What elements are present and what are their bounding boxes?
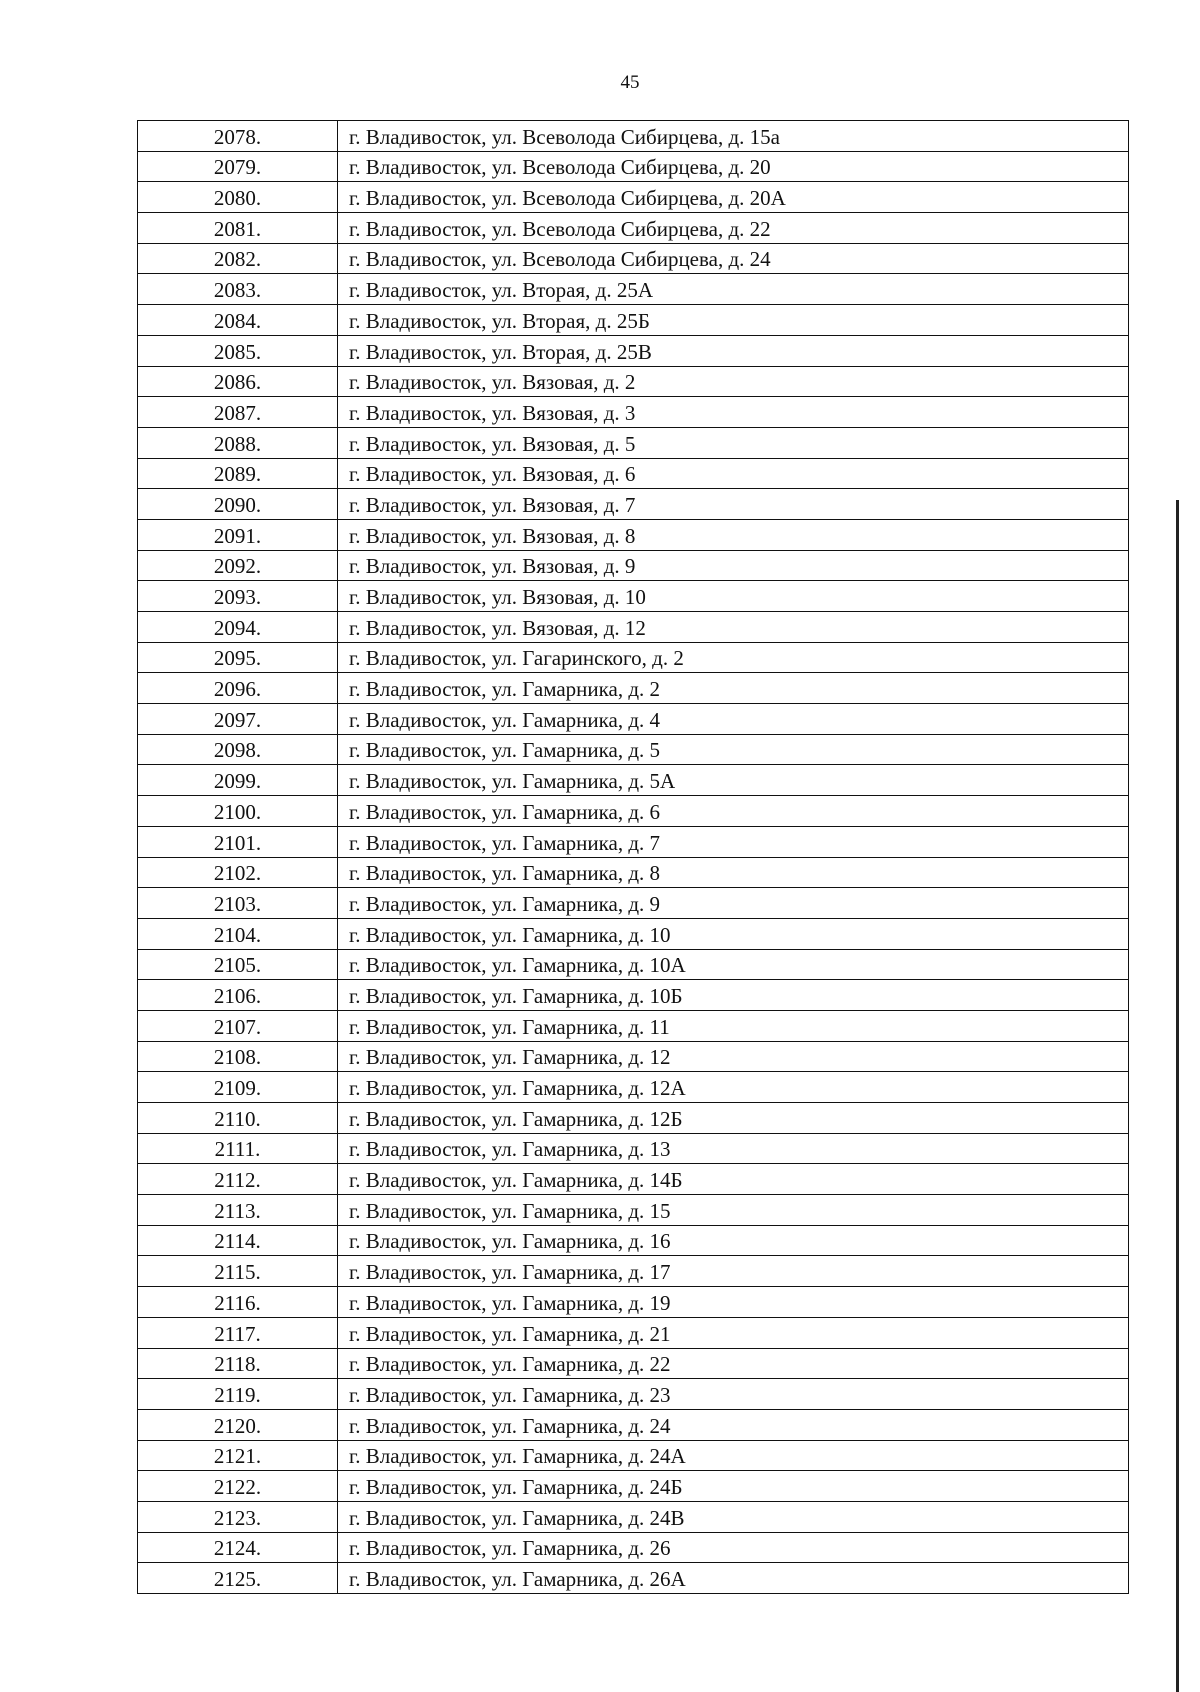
row-number: 2125. xyxy=(138,1563,338,1594)
row-number: 2080. xyxy=(138,182,338,213)
table-row xyxy=(138,335,1129,366)
row-address: г. Владивосток, ул. Гамарника, д. 12Б xyxy=(338,1103,1129,1134)
row-address: г. Владивосток, ул. Гамарника, д. 21 xyxy=(338,1317,1129,1348)
row-address: г. Владивосток, ул. Вязовая, д. 9 xyxy=(338,550,1129,581)
table-row xyxy=(138,550,1129,581)
row-address: г. Владивосток, ул. Вязовая, д. 8 xyxy=(338,519,1129,550)
row-number: 2098. xyxy=(138,734,338,765)
table-row xyxy=(138,1041,1129,1072)
table-row xyxy=(138,243,1129,274)
row-number: 2087. xyxy=(138,397,338,428)
table-row xyxy=(138,980,1129,1011)
row-address: г. Владивосток, ул. Гамарника, д. 13 xyxy=(338,1133,1129,1164)
table-row xyxy=(138,1133,1129,1164)
row-number: 2111. xyxy=(138,1133,338,1164)
row-number: 2103. xyxy=(138,888,338,919)
row-address: г. Владивосток, ул. Вторая, д. 25Б xyxy=(338,305,1129,336)
table-row xyxy=(138,121,1129,152)
row-number: 2078. xyxy=(138,121,338,152)
row-number: 2116. xyxy=(138,1287,338,1318)
table-row xyxy=(138,1256,1129,1287)
table-row xyxy=(138,519,1129,550)
row-address: г. Владивосток, ул. Гамарника, д. 24А xyxy=(338,1440,1129,1471)
table-row xyxy=(138,826,1129,857)
table-row xyxy=(138,673,1129,704)
row-number: 2091. xyxy=(138,519,338,550)
row-address: г. Владивосток, ул. Гамарника, д. 14Б xyxy=(338,1164,1129,1195)
table-row xyxy=(138,1409,1129,1440)
row-address: г. Владивосток, ул. Гамарника, д. 11 xyxy=(338,1010,1129,1041)
row-number: 2104. xyxy=(138,918,338,949)
row-address: г. Владивосток, ул. Гамарника, д. 26 xyxy=(338,1532,1129,1563)
table-row xyxy=(138,427,1129,458)
table-row xyxy=(138,366,1129,397)
table-row xyxy=(138,397,1129,428)
row-number: 2123. xyxy=(138,1501,338,1532)
row-number: 2079. xyxy=(138,151,338,182)
table-row xyxy=(138,1010,1129,1041)
row-address: г. Владивосток, ул. Гамарника, д. 6 xyxy=(338,796,1129,827)
table-row xyxy=(138,642,1129,673)
row-number: 2102. xyxy=(138,857,338,888)
table-row xyxy=(138,949,1129,980)
row-address: г. Владивосток, ул. Гамарника, д. 17 xyxy=(338,1256,1129,1287)
table-row xyxy=(138,1501,1129,1532)
row-address: г. Владивосток, ул. Вязовая, д. 7 xyxy=(338,489,1129,520)
row-address: г. Владивосток, ул. Вторая, д. 25В xyxy=(338,335,1129,366)
row-address: г. Владивосток, ул. Гамарника, д. 5А xyxy=(338,765,1129,796)
row-address: г. Владивосток, ул. Вязовая, д. 12 xyxy=(338,612,1129,643)
table-row xyxy=(138,1348,1129,1379)
table-row xyxy=(138,1195,1129,1226)
row-number: 2095. xyxy=(138,642,338,673)
row-number: 2107. xyxy=(138,1010,338,1041)
row-address: г. Владивосток, ул. Гамарника, д. 10 xyxy=(338,918,1129,949)
row-number: 2082. xyxy=(138,243,338,274)
row-number: 2086. xyxy=(138,366,338,397)
table-row xyxy=(138,458,1129,489)
row-number: 2081. xyxy=(138,213,338,244)
table-row xyxy=(138,1317,1129,1348)
row-address: г. Владивосток, ул. Гамарника, д. 9 xyxy=(338,888,1129,919)
row-number: 2088. xyxy=(138,427,338,458)
row-number: 2114. xyxy=(138,1225,338,1256)
row-address: г. Владивосток, ул. Гамарника, д. 15 xyxy=(338,1195,1129,1226)
row-number: 2124. xyxy=(138,1532,338,1563)
table-row xyxy=(138,1440,1129,1471)
row-number: 2099. xyxy=(138,765,338,796)
row-number: 2101. xyxy=(138,826,338,857)
row-address: г. Владивосток, ул. Всеволода Сибирцева, д. 22 xyxy=(338,213,1129,244)
table-row xyxy=(138,1379,1129,1410)
row-number: 2121. xyxy=(138,1440,338,1471)
table-row xyxy=(138,1103,1129,1134)
table-row xyxy=(138,1164,1129,1195)
row-address: г. Владивосток, ул. Гамарника, д. 5 xyxy=(338,734,1129,765)
row-number: 2112. xyxy=(138,1164,338,1195)
row-address: г. Владивосток, ул. Гамарника, д. 26А xyxy=(338,1563,1129,1594)
row-address: г. Владивосток, ул. Вязовая, д. 6 xyxy=(338,458,1129,489)
row-address: г. Владивосток, ул. Всеволода Сибирцева, д. 20 xyxy=(338,151,1129,182)
row-address: г. Владивосток, ул. Гамарника, д. 10А xyxy=(338,949,1129,980)
page-number: 45 xyxy=(620,72,640,93)
row-address: г. Владивосток, ул. Гамарника, д. 24Б xyxy=(338,1471,1129,1502)
row-address: г. Владивосток, ул. Вязовая, д. 3 xyxy=(338,397,1129,428)
row-number: 2097. xyxy=(138,704,338,735)
row-number: 2100. xyxy=(138,796,338,827)
row-address: г. Владивосток, ул. Гагаринского, д. 2 xyxy=(338,642,1129,673)
row-address: г. Владивосток, ул. Гамарника, д. 16 xyxy=(338,1225,1129,1256)
row-address: г. Владивосток, ул. Гамарника, д. 23 xyxy=(338,1379,1129,1410)
table-row xyxy=(138,274,1129,305)
table-row xyxy=(138,888,1129,919)
row-number: 2122. xyxy=(138,1471,338,1502)
table-row xyxy=(138,151,1129,182)
row-number: 2084. xyxy=(138,305,338,336)
row-number: 2090. xyxy=(138,489,338,520)
table-row xyxy=(138,1532,1129,1563)
row-number: 2105. xyxy=(138,949,338,980)
row-number: 2108. xyxy=(138,1041,338,1072)
row-number: 2119. xyxy=(138,1379,338,1410)
row-number: 2118. xyxy=(138,1348,338,1379)
row-address: г. Владивосток, ул. Гамарника, д. 22 xyxy=(338,1348,1129,1379)
table-row xyxy=(138,612,1129,643)
row-address: г. Владивосток, ул. Всеволода Сибирцева, д. 24 xyxy=(338,243,1129,274)
row-address: г. Владивосток, ул. Гамарника, д. 10Б xyxy=(338,980,1129,1011)
table-row xyxy=(138,1072,1129,1103)
row-number: 2113. xyxy=(138,1195,338,1226)
row-number: 2120. xyxy=(138,1409,338,1440)
table-row xyxy=(138,1563,1129,1594)
row-number: 2110. xyxy=(138,1103,338,1134)
row-number: 2109. xyxy=(138,1072,338,1103)
scan-edge-line xyxy=(1176,500,1179,1692)
row-address: г. Владивосток, ул. Гамарника, д. 24 xyxy=(338,1409,1129,1440)
table-row xyxy=(138,1225,1129,1256)
row-number: 2089. xyxy=(138,458,338,489)
table-row xyxy=(138,182,1129,213)
row-number: 2117. xyxy=(138,1317,338,1348)
row-address: г. Владивосток, ул. Всеволода Сибирцева, д. 20А xyxy=(338,182,1129,213)
table-row xyxy=(138,796,1129,827)
row-number: 2094. xyxy=(138,612,338,643)
table-row xyxy=(138,1471,1129,1502)
table-row xyxy=(138,734,1129,765)
row-address: г. Владивосток, ул. Гамарника, д. 19 xyxy=(338,1287,1129,1318)
row-address: г. Владивосток, ул. Гамарника, д. 4 xyxy=(338,704,1129,735)
address-table-body xyxy=(138,121,1129,1594)
table-row xyxy=(138,489,1129,520)
table-row xyxy=(138,857,1129,888)
table-row xyxy=(138,765,1129,796)
row-number: 2085. xyxy=(138,335,338,366)
row-address: г. Владивосток, ул. Гамарника, д. 2 xyxy=(338,673,1129,704)
row-address: г. Владивосток, ул. Вязовая, д. 5 xyxy=(338,427,1129,458)
row-number: 2115. xyxy=(138,1256,338,1287)
table-row xyxy=(138,581,1129,612)
row-address: г. Владивосток, ул. Гамарника, д. 8 xyxy=(338,857,1129,888)
row-number: 2093. xyxy=(138,581,338,612)
table-row xyxy=(138,704,1129,735)
table-row xyxy=(138,918,1129,949)
row-address: г. Владивосток, ул. Гамарника, д. 24В xyxy=(338,1501,1129,1532)
row-address: г. Владивосток, ул. Вторая, д. 25А xyxy=(338,274,1129,305)
row-address: г. Владивосток, ул. Гамарника, д. 7 xyxy=(338,826,1129,857)
table-row xyxy=(138,213,1129,244)
row-address: г. Владивосток, ул. Вязовая, д. 10 xyxy=(338,581,1129,612)
address-table xyxy=(137,120,1129,1594)
row-address: г. Владивосток, ул. Гамарника, д. 12А xyxy=(338,1072,1129,1103)
row-number: 2083. xyxy=(138,274,338,305)
row-number: 2092. xyxy=(138,550,338,581)
row-number: 2096. xyxy=(138,673,338,704)
row-address: г. Владивосток, ул. Гамарника, д. 12 xyxy=(338,1041,1129,1072)
row-address: г. Владивосток, ул. Всеволода Сибирцева, д. 15а xyxy=(338,121,1129,152)
table-row xyxy=(138,1287,1129,1318)
row-address: г. Владивосток, ул. Вязовая, д. 2 xyxy=(338,366,1129,397)
row-number: 2106. xyxy=(138,980,338,1011)
table-row xyxy=(138,305,1129,336)
